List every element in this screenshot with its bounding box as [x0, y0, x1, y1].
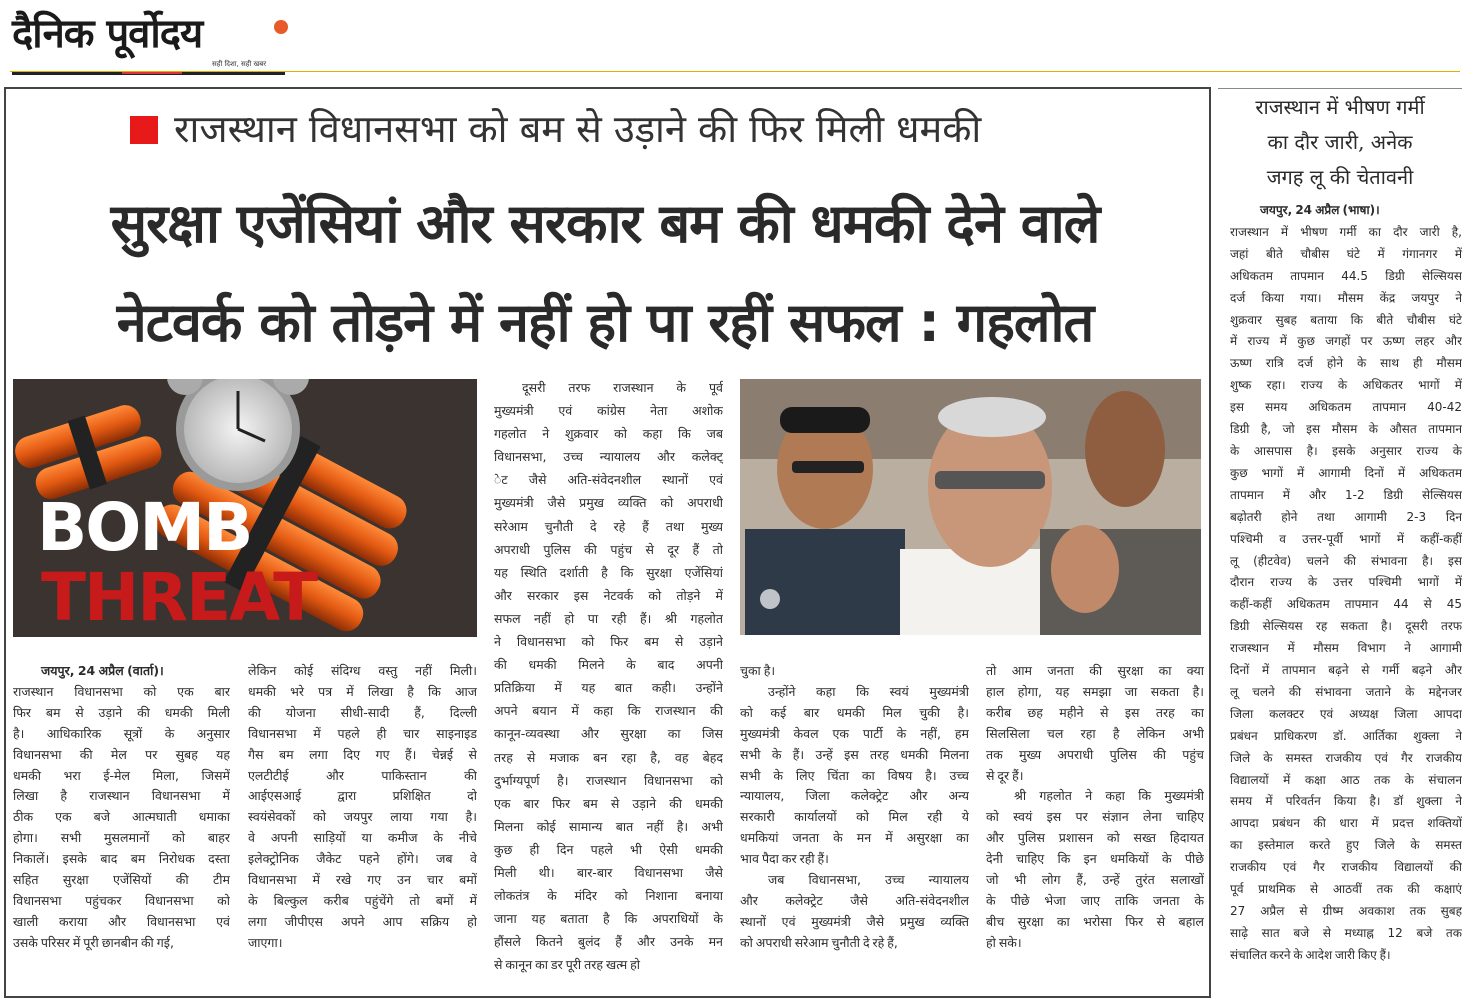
col1-line: विधानसभा की मेल पर सुबह यह [13, 746, 230, 762]
article-dateline: जयपुर, 24 अप्रैल (वार्ता)। [41, 663, 164, 678]
col1-line: निकालें। इसके बाद बम निरोधक दस्ता [13, 851, 230, 867]
sidebar-line: जहां बीते चौबीस घंटे में गंगानगर में [1230, 246, 1462, 261]
col2-line: लगा जीपीएस अपने आप सक्रिय हो [248, 913, 477, 929]
sidebar-dateline: जयपुर, 24 अप्रैल (भाषा)। [1260, 203, 1380, 217]
sidebar-line: साढ़े सात बजे से मध्याह्न 12 बजे तक [1230, 925, 1462, 940]
col5-line: के पीछे भेजा जाए ताकि जनता के [986, 892, 1204, 908]
col5-line: तो आम जनता की सुरक्षा का क्या [986, 663, 1204, 678]
col3-line: जाना यह बताता है कि अपराधियों के [494, 911, 723, 927]
col2-line: विधानसभा में पहले ही चार साइनाइड [248, 725, 477, 741]
sidebar-line: शुक्रवार सुबह बताया कि बीते चौबीस घंटे [1230, 312, 1462, 327]
sidebar-line: ऊष्ण रात्रि दर्ज होने के साथ ही मौसम [1230, 356, 1462, 371]
sidebar-line: कुछ भागों में आगामी दिनों में अधिकतम [1230, 465, 1462, 480]
col5-line: हाल होगा, यह समझा जा सकता है। [986, 683, 1204, 699]
col4-line: उन्होंने कहा कि स्वयं मुख्यमंत्री [768, 683, 969, 699]
sidebar-line: राजस्थान में मौसम विभाग ने आगामी [1230, 641, 1462, 656]
sidebar-line: दिनों में तापमान बढ़ने से गर्मी बढ़ने और [1230, 663, 1462, 678]
sidebar-line: में राज्य में कुछ जगहों पर ऊष्ण लहर और [1230, 334, 1462, 349]
sidebar-line: के आसपास है। इसके अनुसार राज्य के [1230, 443, 1462, 458]
col2-line: के बिल्कुल करीब पहुंचेंगे तो बमों में [248, 892, 477, 908]
col4-line: को कई बार धमकी मिल चुकी है। [740, 704, 969, 720]
col3-line: सरेआम चुनौती दे रहे हैं तथा मुख्य [494, 518, 723, 534]
col4-line: चुका है। [740, 663, 776, 678]
article-column-3 [494, 376, 723, 976]
col5-line: हो सके। [986, 934, 1022, 950]
col4-line: और कलेक्ट्रेट जैसे अति-संवेदनशील [740, 892, 969, 908]
col1-line: है। आधिकारिक सूत्रों के अनुसार [13, 725, 230, 741]
article-column-2 [248, 661, 477, 954]
col3-line: तरह से मजाक बन रहा है, वह बेहद [494, 749, 723, 765]
col3-line: हौंसले कितने बुलंद हैं और उनके मन [494, 934, 723, 950]
col3-line: और सरकार इस नेटवर्क को तोड़ने में [494, 587, 723, 603]
col5-line: सिलसिला चल रहा है लेकिन अभी [986, 725, 1204, 741]
sidebar-body [1230, 200, 1462, 967]
col4-line: जब विधानसभा, उच्च न्यायालय [768, 872, 969, 888]
col4-line: सभी के हैं। उन्हें इस तरह धमकी मिलना [740, 746, 969, 762]
sidebar-line: तापमान में और 1-2 डिग्री सेल्सियस [1230, 487, 1462, 502]
sidebar-line: जिले के समस्त राजकीय एवं गैर राजकीय [1230, 750, 1462, 765]
col3-line: मिलना कोई सामान्य बात नहीं है। अभी [494, 818, 723, 834]
article-column-4 [740, 661, 969, 954]
col2-line: जाएगा। [248, 934, 283, 950]
sidebar-headline-line: जगह लू की चेतावनी [1266, 165, 1414, 189]
sidebar-line: राजस्थान में भीषण गर्मी का दौर जारी है, [1230, 224, 1462, 239]
col3-line: मुख्यमंत्री एवं कांग्रेस नेता अशोक [494, 403, 723, 419]
col3-line: अपने बयान में कहा कि राजस्थान की [494, 703, 723, 719]
col1-line: होगा। सभी मुसलमानों को बाहर [13, 830, 230, 846]
col5-line: बीच सुरक्षा का भरोसा फिर से बहाल [986, 913, 1204, 929]
col2-line: गैस बम लगा दिए गए हैं। चेन्नई से [248, 746, 477, 762]
col3-line: ेट जैसे अति-संवेदनशील स्थानों एवं [494, 472, 723, 488]
sidebar-line: जिला कलक्टर एवं अध्यक्ष जिला आपदा [1230, 706, 1462, 721]
col2-line: वे अपनी साड़ियों या कमीज के नीचे [248, 830, 477, 846]
col3-line: ने विधानसभा को फिर बम से उड़ाने [494, 634, 723, 650]
col1-line: ठीक एक बजे आत्मघाती धमाका [13, 809, 230, 825]
sidebar-line: लू (हीटवेव) चलने की संभावना है। इस [1230, 553, 1462, 568]
ashok-gehlot-photo [740, 379, 1201, 635]
col4-line: को अपराधी सरेआम चुनौती दे रहे हैं, [740, 934, 898, 950]
col3-line: से कानून का डर पूरी तरह खत्म हो [494, 957, 641, 973]
sidebar-line: इस समय अधिकतम तापमान 40-42 [1230, 400, 1462, 415]
sidebar-line: दौरान राज्य के उत्तर पश्चिमी भागों में [1230, 575, 1462, 590]
sidebar-rule [1218, 88, 1462, 89]
sidebar-line: आपदा प्रबंधन की धारा में प्रदत्त शक्तियों [1230, 816, 1462, 831]
col2-line: इलेक्ट्रोनिक जैकेट पहने होंगे। जब वे [248, 851, 477, 867]
col3-line: दूसरी तरफ राजस्थान के पूर्व [522, 380, 723, 395]
masthead [12, 8, 285, 72]
sidebar-line: 27 अप्रैल से ग्रीष्म अवकाश तक सुबह [1230, 904, 1462, 918]
col4-line: मुख्यमंत्री केवल एक पार्टी के नहीं, हम [740, 725, 969, 741]
col2-line: आईएसआई द्वारा प्रशिक्षित दो [248, 788, 477, 804]
masthead-tagline: सही दिशा, सही खबर [212, 60, 267, 68]
col4-line: सरकारी कार्यालयों को मिल रही ये [740, 809, 969, 825]
sidebar-line: का इस्तेमाल करते हुए जिले के समस्त [1230, 838, 1462, 853]
threat-text: THREAT [41, 559, 317, 636]
col2-line: विधानसभा में रखे गए उन चार बमों [248, 872, 477, 888]
col5-line: करीब छह महीने से इस तरह का [986, 704, 1204, 720]
sidebar-line: विद्यालयों में कक्षा आठ तक के संचालन [1230, 772, 1462, 787]
sidebar-line: समय में परिवर्तन किया है। डॉ शुक्ला ने [1230, 794, 1462, 809]
col1-line: उसके परिसर में पूरी छानबीन की गई, [13, 934, 174, 950]
sidebar-line: अधिकतम तापमान 44.5 डिग्री सेल्सियस [1230, 268, 1462, 283]
col2-line: की योजना सीधी-सादी हैं, दिल्ली [248, 704, 477, 720]
sidebar-headline [1222, 90, 1458, 195]
news-photo-illustration [740, 379, 1201, 635]
masthead-rule-accent [122, 72, 182, 74]
col2-line: धमकी भरे पत्र में लिखा है कि आज [248, 683, 477, 699]
kicker-text: राजस्थान विधानसभा को बम से उड़ाने की फिर मिली धमकी [174, 107, 982, 151]
col5-line: से दूर हैं। [986, 767, 1024, 783]
col5-line: श्री गहलोत ने कहा कि मुख्यमंत्री [1014, 788, 1204, 804]
col1-line: खाली कराया और विधानसभा एवं [13, 913, 230, 929]
headline-line-1: सुरक्षा एजेंसियां और सरकार बम की धमकी देने वाले [110, 192, 1100, 255]
sidebar-line: डिग्री है, जो इस मौसम के औसत तापमान [1230, 422, 1462, 437]
sidebar-line: लू चलने की संभावना जताने के मद्देनजर [1230, 684, 1462, 699]
col3-line: दुर्भाग्यपूर्ण है। राजस्थान विधानसभा को [494, 772, 723, 788]
col5-line: को स्वयं इस पर संज्ञान लेना चाहिए [986, 809, 1204, 825]
col2-line: एलटीटीई और पाकिस्तान की [248, 767, 477, 783]
sidebar-line: प्रबंधन प्राधिकरण डॉ. आर्तिका शुक्ला ने [1230, 728, 1462, 743]
col1-line: फिर बम से उड़ाने की धमकी मिली [13, 704, 230, 720]
col4-line: स्थानों एवं मुख्यमंत्री जैसे प्रमुख व्यक्ति [740, 913, 969, 929]
col3-line: लोकतंत्र के मंदिर को निशाना बनाया [494, 888, 723, 904]
sidebar-line: संचालित करने के आदेश जारी किए हैं। [1230, 947, 1391, 962]
col3-line: मिली थी। बार-बार विधानसभा जैसे [494, 864, 723, 880]
col3-line: एक बार फिर बम से उड़ाने की धमकी [494, 795, 723, 811]
col5-line: देनी चाहिए कि इन धमकियों के पीछे [986, 851, 1204, 867]
col2-line: लेकिन कोई संदिग्ध वस्तु नहीं मिली। [248, 663, 477, 678]
sidebar-line: शुष्क रहा। राज्य के अधिकतर भागों में [1230, 378, 1462, 393]
col1-line: लिखा है राजस्थान विधानसभा में [13, 788, 230, 804]
col1-line: राजस्थान विधानसभा को एक बार [13, 683, 230, 699]
col3-line: कुछ ही दिन पहले भी ऐसी धमकी [494, 841, 723, 857]
top-divider [10, 71, 1460, 72]
sidebar-line: बढ़ोतरी होने तथा आगामी 2-3 दिन [1230, 509, 1462, 524]
col1-line: धमकी भरा ई-मेल मिला, जिसमें [13, 767, 230, 783]
col1-line: सहित सुरक्षा एजेंसियों की टीम [13, 872, 230, 888]
col3-line: विधानसभा, उच्च न्यायालय और कलेक्ट् [494, 449, 723, 465]
sidebar-line: दर्ज किया गया। मौसम केंद्र जयपुर ने [1230, 290, 1462, 305]
sidebar-headline-line: राजस्थान में भीषण गर्मी [1255, 95, 1425, 119]
article-column-5 [986, 661, 1204, 954]
col4-line: न्यायालय, जिला कलेक्ट्रेट और अन्य [740, 788, 969, 804]
col3-line: की धमकी मिलने के बाद अपनी [494, 657, 723, 673]
col3-line: अपराधी पुलिस की पहुंच से दूर हैं तो [494, 541, 723, 557]
masthead-logo-dot [274, 20, 288, 34]
sidebar-line: राजकीय एवं गैर राजकीय विद्यालयों की [1230, 860, 1462, 875]
sidebar-line: पश्चिमी व उत्तर-पूर्वी भागों में कहीं-कहीं [1230, 531, 1462, 546]
headline-line-2: नेटवर्क को तोड़ने में नहीं हो पा रहीं सफल : गहलोत [116, 291, 1094, 354]
col3-line: यह स्थिति दर्शाती है कि सुरक्षा एजेंसियां [494, 564, 723, 580]
col5-line: और पुलिस प्रशासन को सख्त हिदायत [986, 830, 1204, 846]
col2-line: स्वयंसेवकों को जयपुर लाया गया है। [248, 809, 477, 825]
bomb-text: BOMB [37, 489, 252, 566]
sidebar-headline-line: का दौर जारी, अनेक [1267, 130, 1413, 154]
sidebar-line: कहीं-कहीं अधिकतम तापमान 44 से 45 [1230, 597, 1462, 612]
sidebar-line: डिग्री सेल्सियस रह सकता है। दूसरी तरफ [1230, 619, 1462, 634]
col3-line: सफल नहीं हो पा रही हैं। श्री गहलोत [494, 610, 723, 626]
col3-line: कानून-व्यवस्था और सुरक्षा का जिस [494, 726, 723, 742]
bomb-threat-image [13, 379, 477, 637]
col3-line: मुख्यमंत्री जैसे प्रमुख व्यक्ति को अपराधी [494, 495, 723, 511]
col4-line: भाव पैदा कर रही हैं। [740, 851, 829, 867]
article-column-1 [13, 661, 230, 954]
col3-line: गहलोत ने शुक्रवार को कहा कि जब [494, 426, 723, 442]
kicker-square-bullet [130, 116, 158, 144]
col4-line: धमकियां जनता के मन में असुरक्षा का [740, 830, 969, 846]
col4-line: सभी के लिए चिंता का विषय है। उच्च [740, 767, 969, 783]
masthead-title: दैनिक पूर्वोदय [12, 10, 203, 57]
sidebar-line: पूर्व प्राथमिक से आठवीं तक की कक्षाएं [1230, 882, 1462, 897]
col5-line: जो भी लोग हैं, उन्हें तुरंत सलाखों [986, 872, 1204, 888]
col3-line: प्रतिक्रिया में यह बात कही। उन्होंने [494, 680, 723, 696]
col5-line: तक मुख्य अपराधी पुलिस की पहुंच [986, 746, 1204, 762]
col1-line: विधानसभा पहुंचकर विधानसभा को [13, 892, 230, 908]
